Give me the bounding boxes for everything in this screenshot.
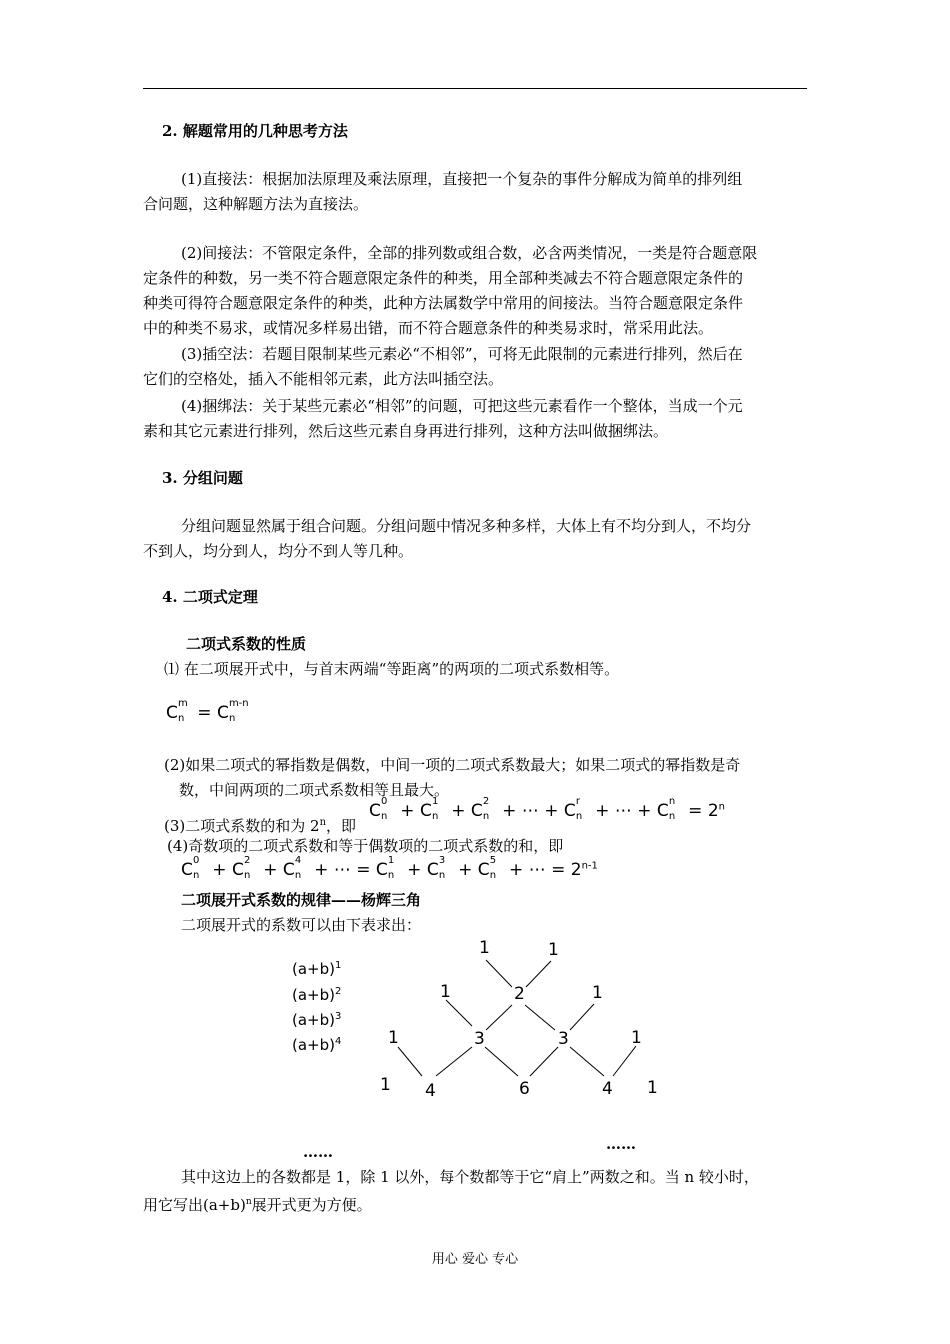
row4-num: 4 (425, 1081, 436, 1101)
property-3: (3)二项式系数的和为 2$^n$，即 (164, 817, 357, 835)
property-2-line2: 数，中间两项的二项式系数相等且最大。 (179, 781, 450, 799)
row2-num: 1 (440, 982, 451, 1002)
ellipsis-right: …… (606, 1135, 636, 1153)
pascal-triangle-heading: 二项展开式系数的规律——杨辉三角 (181, 891, 422, 909)
section-3-heading: 3. 分组问题 (162, 469, 243, 487)
odd-even-formula: C 0 n + C 2 n + C 4 n + ⋯ = C 1 n + C 3 n + C 5 n + ⋯ = 2$^{n-1}$ (181, 855, 598, 881)
property-4: (4)奇数项的二项式系数和等于偶数项的二项式系数的和，即 (167, 837, 564, 855)
row3-num: 1 (631, 1028, 642, 1048)
sum-formula: C 0 n + C 1 n + C 2 n + ⋯ + C r n + ⋯ + C n n = 2$^n$ (369, 796, 725, 822)
power-4: $(a+b)^4$ (292, 1036, 342, 1054)
property-2-line1: (2)如果二项式的幂指数是偶数，中间一项的二项式系数最大；如果二项式的幂指数是奇 (164, 756, 741, 774)
power-3: $(a+b)^3$ (292, 1011, 342, 1029)
grouping-line2: 不到人，均分到人，均分不到人等几种。 (143, 542, 414, 560)
row4-num: 1 (380, 1075, 391, 1095)
row1-num: 1 (548, 940, 559, 960)
row2-num: 1 (592, 983, 603, 1003)
symmetry-formula: C m n = C m-n n (166, 698, 249, 724)
row1-num: 1 (479, 938, 490, 958)
page-footer: 用心 爱心 专心 (431, 1252, 519, 1267)
row3-num: 3 (474, 1029, 485, 1049)
row4-num: 6 (519, 1079, 530, 1099)
closing-line2: 用它写出$(a+b)^n$展开式更为方便。 (143, 1196, 372, 1214)
section-4-heading: 4. 二项式定理 (162, 588, 258, 606)
row4-num: 1 (647, 1078, 658, 1098)
indirect-method-line4: 中的种类不易求，或情况多样易出错，而不符合题意条件的种类易求时，常采用此法。 (143, 319, 714, 337)
row3-num: 3 (558, 1029, 569, 1049)
row4-num: 4 (602, 1079, 613, 1099)
grouping-line1: 分组问题显然属于组合问题。分组问题中情况多种多样，大体上有不均分到人，不均分 (181, 517, 752, 535)
pascal-intro: 二项展开式的系数可以由下表求出： (181, 916, 422, 934)
indirect-method-line1: (2)间接法：不管限定条件，全部的排列数或组合数，必含两类情况，一类是符合题意限 (181, 244, 758, 262)
power-2: $(a+b)^2$ (292, 986, 342, 1004)
section-2-heading: 2. 解题常用的几种思考方法 (162, 122, 348, 140)
power-1: $(a+b)^1$ (292, 960, 342, 978)
coefficient-properties-heading: 二项式系数的性质 (186, 635, 307, 653)
indirect-method-line3: 种类可得符合题意限定条件的种类，此种方法属数学中常用的间接法。当符合题意限定条件 (143, 294, 744, 312)
closing-line1: 其中这边上的各数都是 1，除 1 以外，每个数都等于它“肩上”两数之和。当 n 较小时， (181, 1168, 759, 1186)
gap-method-line2: 它们的空格处，插入不能相邻元素，此方法叫插空法。 (143, 370, 504, 388)
indirect-method-line2: 定条件的种数，另一类不符合题意限定条件的种类，用全部种类减去不符合题意限定条件的 (143, 269, 744, 287)
row3-num: 1 (388, 1028, 399, 1048)
direct-method-line1: (1)直接法：根据加法原理及乘法原理，直接把一个复杂的事件分解成为简单的排列组 (181, 170, 743, 188)
ellipsis-left: …… (303, 1143, 333, 1161)
property-1: ⑴ 在二项展开式中，与首末两端“等距离”的两项的二项式系数相等。 (164, 660, 620, 678)
direct-method-line2: 合问题，这种解题方法为直接法。 (143, 195, 369, 213)
gap-method-line1: (3)插空法：若题目限制某些元素必“不相邻”，可将无此限制的元素进行排列，然后在 (181, 345, 743, 363)
row2-num: 2 (514, 984, 525, 1004)
bundle-method-line1: (4)捆绑法：关于某些元素必“相邻”的问题，可把这些元素看作一个整体，当成一个元 (181, 397, 743, 415)
bundle-method-line2: 素和其它元素进行排列，然后这些元素自身再进行排列，这种方法叫做捆绑法。 (143, 422, 669, 440)
